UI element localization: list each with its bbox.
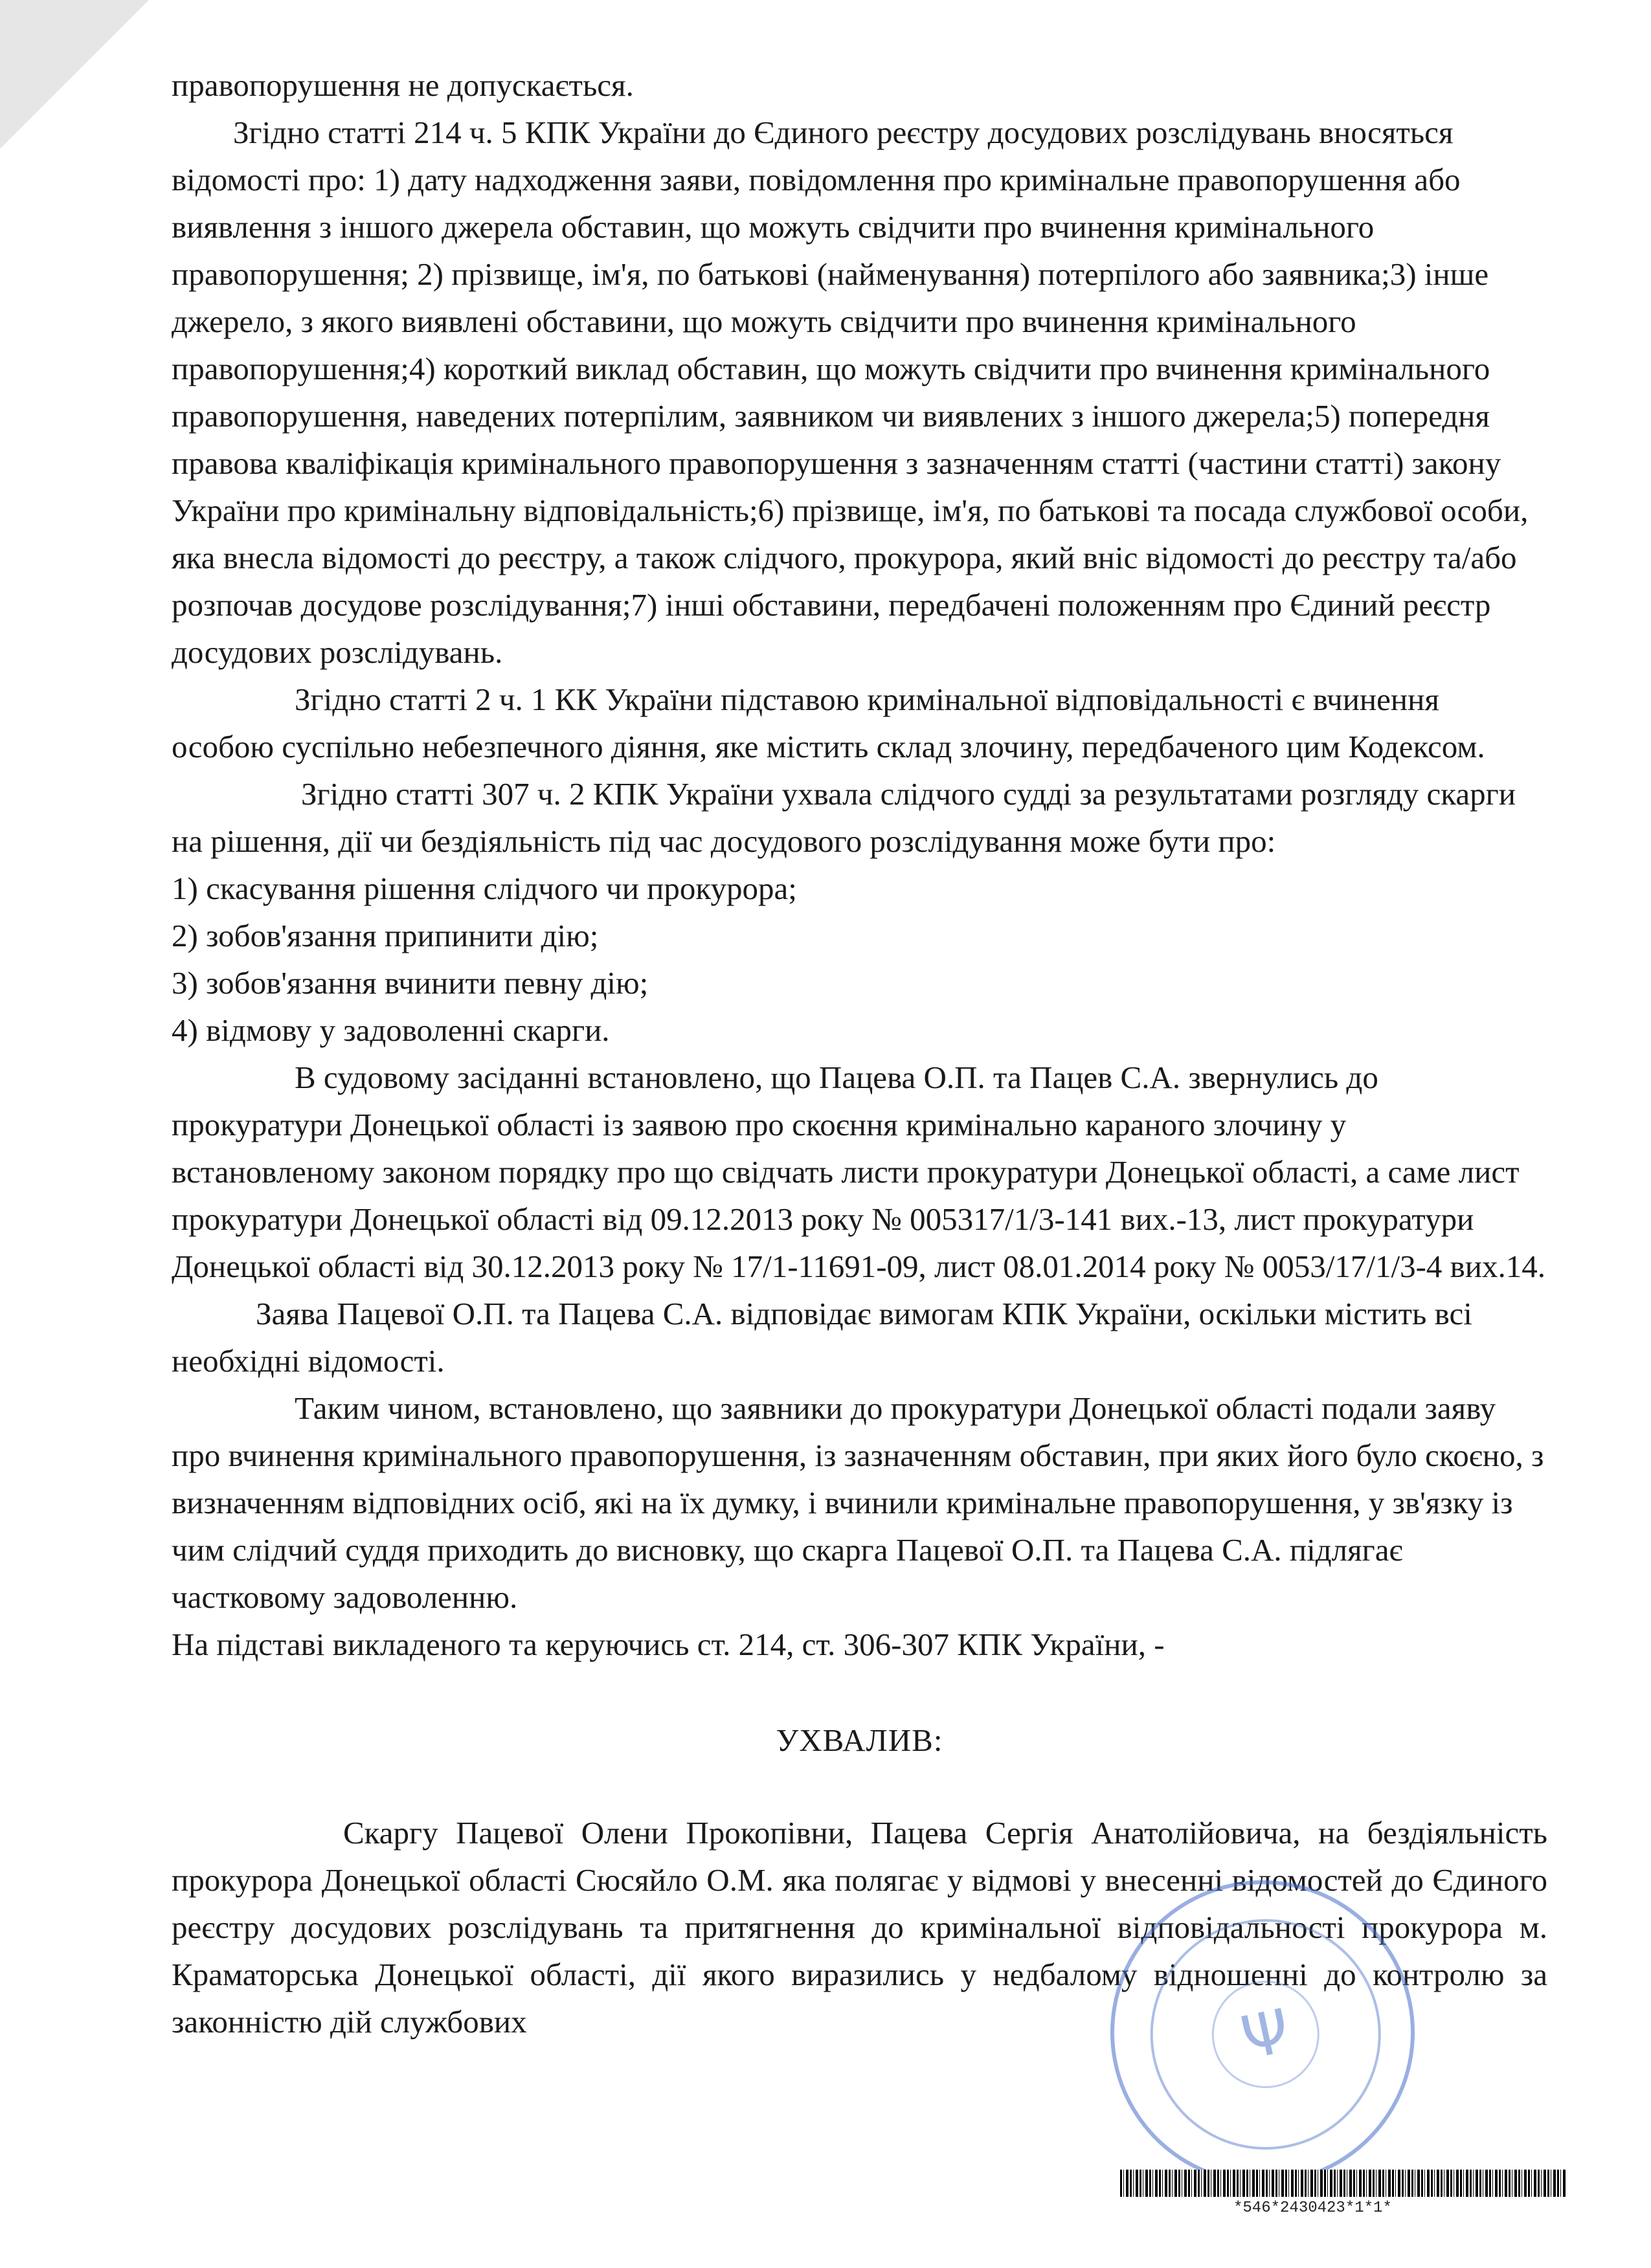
paragraph-complaint-compliance: Заява Пацевої О.П. та Пацева С.А. відповідає вимогам КПК України, оскільки містить всі необхідні відомості.	[172, 1296, 1472, 1379]
list-item: 3) зобов'язання вчинити певну дію;	[172, 965, 649, 1001]
list-item: 1) скасування рішення слідчого чи прокурора;	[172, 871, 797, 906]
paragraph-article-214: Згідно статті 214 ч. 5 КПК України до Єдиного реєстру досудових розслідувань вносяться відомості про: 1) дату надходження заяви, повідомлення про кримінальне правопорушення або виявлення з іншого джерела обставин, що можуть свідчити про вчинення кримінального правопорушення; 2) прізвище, ім'я, по батькові (найменування) потерпілого або заявника;3) інше джерело, з якого виявлені обставини, що можуть свідчити про вчинення кримінального правопорушення;4) короткий виклад обставин, що можуть свідчити про вчинення кримінального правопорушення, наведених потерпілим, заявником чи виявлених з іншого джерела;5) попередня правова кваліфікація кримінального правопорушення з зазначенням статті (частини статті) закону України про кримінальну відповідальність;6) прізвище, ім'я, по батькові та посада службової особи, яка внесла відомості до реєстру, а також слідчого, прокурора, який вніс відомості до реєстру та/або розпочав досудове розслідування;7) інші обставини, передбачені положенням про Єдиний реєстр досудових розслідувань.	[172, 115, 1529, 670]
barcode-number: *546*2430423*1*1*	[1233, 2199, 1392, 2217]
paragraph-article-2: Згідно статті 2 ч. 1 КК України підставою кримінальної відповідальності є вчинення особою суспільно небезпечного діяння, яке містить склад злочину, передбаченого цим Кодексом.	[172, 682, 1485, 764]
ruling-heading: УХВАЛИВ:	[776, 1722, 943, 1758]
paragraph-conclusion: Таким чином, встановлено, що заявники до прокуратури Донецької області подали заяву про вчинення кримінального правопорушення, із зазначенням обставин, при яких його було скоєно, з визначенням відповідних осіб, які на їх думку, і вчинили кримінальне правопорушення, у зв'язку із чим слідчий суддя приходить до висновку, що скарга Пацевої О.П. та Пацева С.А. підлягає частковому задоволенню.	[172, 1390, 1544, 1615]
paragraph-continuation: правопорушення не допускається.	[172, 67, 634, 103]
trident-icon: Ψ	[1235, 1996, 1296, 2073]
barcode	[1120, 2170, 1567, 2197]
paragraph-ruling: Скаргу Пацевої Олени Прокопівни, Пацева Сергія Анатолійовича, на бездіяльність прокурора Донецької області Сюсяйло О.М. яка полягає у відмові у внесенні відомостей до Єдиного реєстру досудових розслідувань та притягнення до кримінальної відповідальності прокурора м. Краматорська Донецької області, дії якого виразились у недбалому відношенні до контролю за законністю дій службових	[172, 1815, 1547, 2040]
paragraph-legal-basis: На підставі викладеного та керуючись ст. 214, ст. 306-307 КПК України, -	[172, 1627, 1165, 1662]
list-item: 2) зобов'язання припинити дію;	[172, 918, 599, 953]
paragraph-court-findings: В судовому засіданні встановлено, що Пацева О.П. та Пацев С.А. звернулись до прокуратури Донецької області із заявою про скоєння кримінально караного злочину у встановленому законом порядку про що свідчать листи прокуратури Донецької області, а саме лист прокуратури Донецької області від 09.12.2013 року № 005317/1/3-141 вих.-13, лист прокуратури Донецької області від 30.12.2013 року № 17/1-11691-09, лист 08.01.2014 року № 0053/17/1/3-4 вих.14.	[172, 1060, 1546, 1284]
paragraph-article-307: Згідно статті 307 ч. 2 КПК України ухвала слідчого судді за результатами розгляду скарги на рішення, дії чи бездіяльність під час досудового розслідування може бути про:	[172, 776, 1516, 859]
document-page	[172, 61, 1547, 2045]
list-item: 4) відмову у задоволенні скарги.	[172, 1012, 610, 1048]
page-fold-corner	[0, 0, 149, 149]
